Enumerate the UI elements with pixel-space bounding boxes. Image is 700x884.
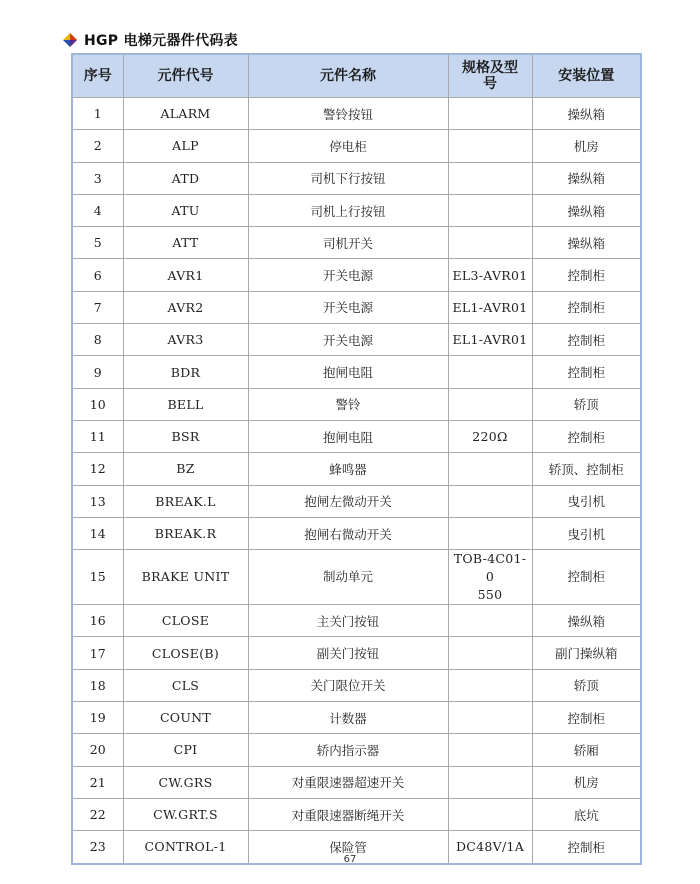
row-location: 轿顶、控制柜 — [532, 453, 641, 485]
row-location: 控制柜 — [532, 831, 641, 864]
row-spec: EL1-AVR01 — [448, 291, 532, 323]
row-location: 副门操纵箱 — [532, 637, 641, 669]
row-spec — [448, 194, 532, 226]
row-name: 开关电源 — [248, 291, 448, 323]
row-location: 操纵箱 — [532, 605, 641, 637]
row-name: 司机上行按钮 — [248, 194, 448, 226]
table-row — [72, 324, 641, 356]
row-code: CW.GRT.S — [123, 798, 248, 830]
row-seq: 20 — [72, 734, 123, 766]
header-seq: 序号 — [72, 54, 123, 98]
table-row — [72, 669, 641, 701]
row-code: BZ — [123, 453, 248, 485]
row-name: 对重限速器超速开关 — [248, 766, 448, 798]
row-seq: 2 — [72, 130, 123, 162]
row-location: 控制柜 — [532, 259, 641, 291]
row-spec — [448, 798, 532, 830]
table-row — [72, 291, 641, 323]
row-name: 对重限速器断绳开关 — [248, 798, 448, 830]
row-location: 机房 — [532, 766, 641, 798]
row-code: BRAKE UNIT — [123, 550, 248, 605]
row-location: 轿顶 — [532, 669, 641, 701]
row-spec — [448, 605, 532, 637]
row-location: 控制柜 — [532, 420, 641, 452]
row-spec — [448, 485, 532, 517]
row-code: BREAK.L — [123, 485, 248, 517]
table-row — [72, 798, 641, 830]
row-location: 操纵箱 — [532, 98, 641, 130]
row-name: 抱闸左微动开关 — [248, 485, 448, 517]
table-row — [72, 485, 641, 517]
row-code: CONTROL-1 — [123, 831, 248, 864]
row-code: AVR2 — [123, 291, 248, 323]
table-row — [72, 259, 641, 291]
row-location: 控制柜 — [532, 356, 641, 388]
row-code: CPI — [123, 734, 248, 766]
row-spec — [448, 162, 532, 194]
row-name: 抱闸右微动开关 — [248, 517, 448, 549]
row-name: 轿内指示器 — [248, 734, 448, 766]
table-row — [72, 734, 641, 766]
row-code: CLOSE — [123, 605, 248, 637]
row-seq: 10 — [72, 388, 123, 420]
row-seq: 19 — [72, 702, 123, 734]
row-seq: 9 — [72, 356, 123, 388]
table-row — [72, 388, 641, 420]
row-location: 控制柜 — [532, 291, 641, 323]
table-row — [72, 550, 641, 605]
row-spec — [448, 130, 532, 162]
row-seq: 4 — [72, 194, 123, 226]
row-name: 开关电源 — [248, 324, 448, 356]
header-location: 安装位置 — [532, 54, 641, 98]
component-code-table — [71, 53, 642, 865]
page-number: 67 — [343, 854, 357, 865]
row-location: 曳引机 — [532, 485, 641, 517]
row-name: 制动单元 — [248, 550, 448, 605]
row-code: AVR1 — [123, 259, 248, 291]
row-seq: 14 — [72, 517, 123, 549]
row-name: 开关电源 — [248, 259, 448, 291]
row-name: 警铃 — [248, 388, 448, 420]
table-row — [72, 605, 641, 637]
row-name: 警铃按钮 — [248, 98, 448, 130]
row-name: 停电柜 — [248, 130, 448, 162]
table-row — [72, 130, 641, 162]
row-seq: 8 — [72, 324, 123, 356]
row-spec — [448, 702, 532, 734]
row-code: BSR — [123, 420, 248, 452]
row-spec — [448, 227, 532, 259]
row-location: 操纵箱 — [532, 194, 641, 226]
row-location: 操纵箱 — [532, 162, 641, 194]
row-code: COUNT — [123, 702, 248, 734]
row-spec — [448, 453, 532, 485]
table-row — [72, 356, 641, 388]
row-spec — [448, 669, 532, 701]
row-seq: 21 — [72, 766, 123, 798]
row-location: 操纵箱 — [532, 227, 641, 259]
table-row — [72, 194, 641, 226]
table-row — [72, 517, 641, 549]
row-seq: 6 — [72, 259, 123, 291]
row-code: AVR3 — [123, 324, 248, 356]
row-name: 抱闸电阻 — [248, 356, 448, 388]
document-title: HGP 电梯元器件代码表 — [84, 33, 238, 49]
row-seq: 1 — [72, 98, 123, 130]
table-row — [72, 637, 641, 669]
row-code: CLOSE(B) — [123, 637, 248, 669]
row-name: 副关门按钮 — [248, 637, 448, 669]
row-name: 计数器 — [248, 702, 448, 734]
row-spec — [448, 388, 532, 420]
header-code: 元件代号 — [123, 54, 248, 98]
row-seq: 22 — [72, 798, 123, 830]
row-seq: 5 — [72, 227, 123, 259]
row-name: 保险管 — [248, 831, 448, 864]
row-spec — [448, 637, 532, 669]
row-code: BREAK.R — [123, 517, 248, 549]
table-row — [72, 453, 641, 485]
row-seq: 18 — [72, 669, 123, 701]
row-spec — [448, 517, 532, 549]
row-location: 轿顶 — [532, 388, 641, 420]
row-name: 司机开关 — [248, 227, 448, 259]
table-row — [72, 162, 641, 194]
diamond-bullet-icon — [62, 32, 78, 48]
row-name: 司机下行按钮 — [248, 162, 448, 194]
header-name: 元件名称 — [248, 54, 448, 98]
table-row — [72, 702, 641, 734]
row-seq: 13 — [72, 485, 123, 517]
row-seq: 17 — [72, 637, 123, 669]
row-code: CW.GRS — [123, 766, 248, 798]
row-code: ATT — [123, 227, 248, 259]
row-code: CLS — [123, 669, 248, 701]
table-row — [72, 420, 641, 452]
row-name: 关门限位开关 — [248, 669, 448, 701]
row-seq: 16 — [72, 605, 123, 637]
row-spec: 220Ω — [448, 420, 532, 452]
row-code: BDR — [123, 356, 248, 388]
row-code: ATU — [123, 194, 248, 226]
row-seq: 15 — [72, 550, 123, 605]
row-seq: 12 — [72, 453, 123, 485]
row-spec: EL1-AVR01 — [448, 324, 532, 356]
row-name: 抱闸电阻 — [248, 420, 448, 452]
table-row — [72, 766, 641, 798]
row-location: 机房 — [532, 130, 641, 162]
row-name: 蜂鸣器 — [248, 453, 448, 485]
header-spec: 规格及型号 — [448, 54, 532, 98]
row-location: 曳引机 — [532, 517, 641, 549]
row-location: 底坑 — [532, 798, 641, 830]
row-spec — [448, 356, 532, 388]
row-seq: 7 — [72, 291, 123, 323]
table-header-row — [72, 54, 641, 98]
row-location: 控制柜 — [532, 324, 641, 356]
row-code: ALP — [123, 130, 248, 162]
row-location: 控制柜 — [532, 702, 641, 734]
row-code: ATD — [123, 162, 248, 194]
row-spec — [448, 766, 532, 798]
row-spec: TOB-4C01-0 550 — [448, 550, 532, 605]
row-location: 控制柜 — [532, 550, 641, 605]
table-row — [72, 98, 641, 130]
row-seq: 11 — [72, 420, 123, 452]
row-code: ALARM — [123, 98, 248, 130]
row-spec — [448, 734, 532, 766]
row-name: 主关门按钮 — [248, 605, 448, 637]
table-row — [72, 227, 641, 259]
row-seq: 23 — [72, 831, 123, 864]
row-seq: 3 — [72, 162, 123, 194]
row-spec: EL3-AVR01 — [448, 259, 532, 291]
row-code: BELL — [123, 388, 248, 420]
row-location: 轿厢 — [532, 734, 641, 766]
row-spec: DC48V/1A — [448, 831, 532, 864]
document-title-row — [62, 30, 238, 50]
row-spec — [448, 98, 532, 130]
table-body — [72, 98, 641, 864]
